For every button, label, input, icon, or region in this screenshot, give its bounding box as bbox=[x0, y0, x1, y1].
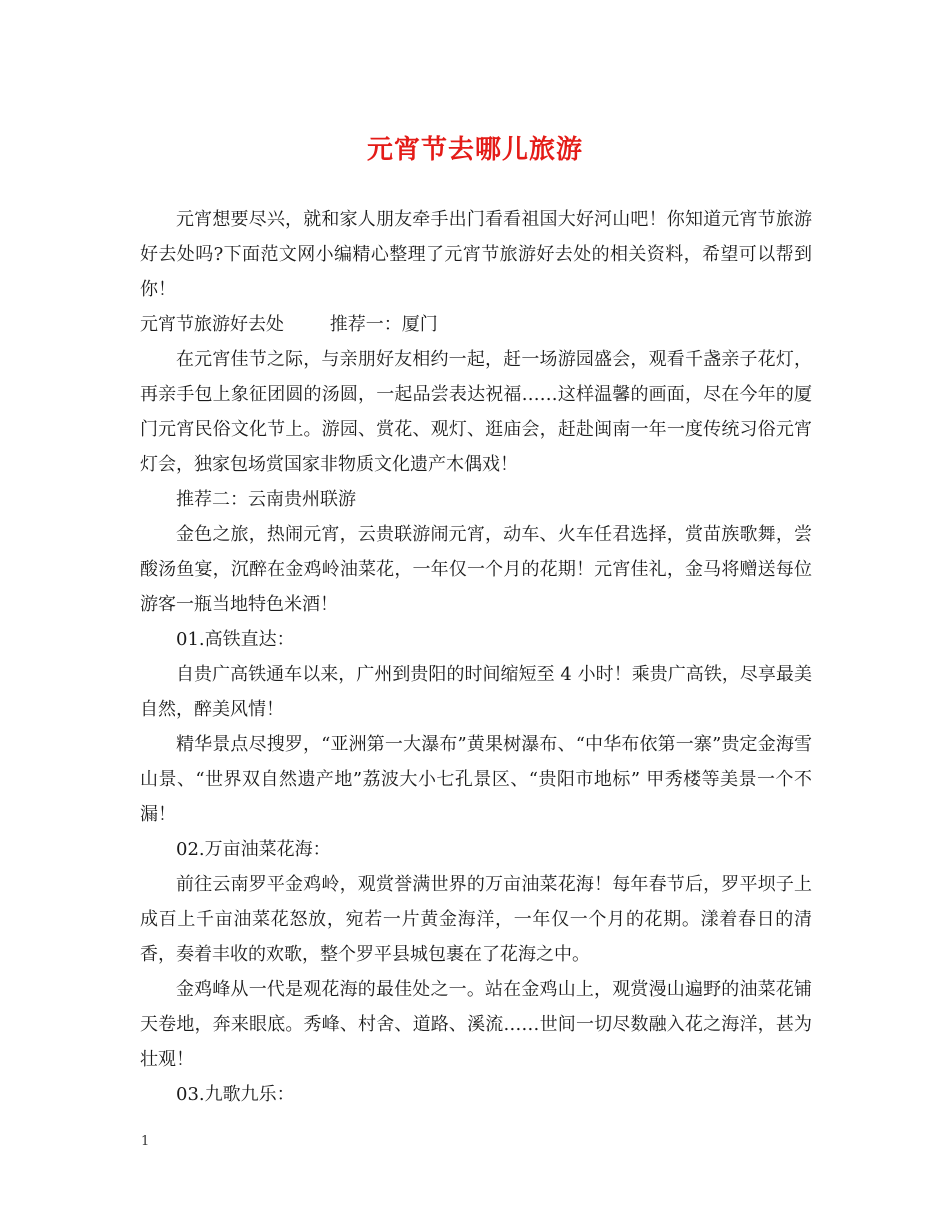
yunnan-guizhou-paragraph: 金色之旅，热闹元宵，云贵联游闹元宵，动车、火车任君选择，赏苗族歌舞，尝酸汤鱼宴，沉醉在金鸡岭油菜花，一年仅一个月的花期！元宵佳礼，金马将赠送每位游客一瓶当地特色米酒！ bbox=[140, 524, 812, 615]
recommend-two-heading: 推荐二：云南贵州联游 bbox=[176, 489, 356, 510]
rapeseed-paragraph: 前往云南罗平金鸡岭，观赏誉满世界的万亩油菜花海！每年春节后，罗平坝子上成百上千亩油菜花怒放，宛若一片黄金海洋，一年仅一个月的花期。漾着春日的清香，奏着丰收的欢歌，整个罗平县城包裹在了花海之中。 bbox=[140, 874, 812, 965]
intro-paragraph: 元宵想要尽兴，就和家人朋友牵手出门看看祖国大好河山吧！你知道元宵节旅游好去处吗?下面范文网小编精心整理了元宵节旅游好去处的相关资料，希望可以帮到你！ bbox=[140, 209, 812, 300]
subheading-02: 02.万亩油菜花海： bbox=[176, 839, 331, 860]
subheading-01: 01.高铁直达： bbox=[176, 629, 295, 650]
document-title: 元宵节去哪儿旅游 bbox=[366, 135, 583, 165]
subheading-03: 03.九歌九乐： bbox=[176, 1084, 295, 1105]
xiamen-paragraph: 在元宵佳节之际，与亲朋好友相约一起，赶一场游园盛会，观看千盏亲子花灯，再亲手包上象征团圆的汤圆，一起品尝表达祝福……这样温馨的画面，尽在今年的厦门元宵民俗文化节上。游园、赏花、观灯、逛庙会，赶赴闽南一年一度传统习俗元宵灯会，独家包场赏国家非物质文化遗产木偶戏！ bbox=[140, 349, 812, 475]
document-body bbox=[140, 202, 812, 1112]
section-heading-row bbox=[140, 307, 812, 342]
page-number: 1 bbox=[141, 1134, 150, 1149]
high-speed-rail-paragraph: 自贵广高铁通车以来，广州到贵阳的时间缩短至 4 小时！乘贵广高铁，尽享最美自然，醉美风情！ bbox=[140, 664, 812, 720]
jinji-peak-paragraph: 金鸡峰从一代是观花海的最佳处之一。站在金鸡山上，观赏漫山遍野的油菜花铺天卷地，奔来眼底。秀峰、村舍、道路、溪流……世间一切尽数融入花之海洋，甚为壮观！ bbox=[140, 979, 812, 1070]
section-heading-label: 元宵节旅游好去处 bbox=[140, 314, 284, 335]
recommend-one-heading: 推荐一：厦门 bbox=[329, 314, 438, 335]
scenic-spots-paragraph: 精华景点尽搜罗，“亚洲第一大瀑布”黄果树瀑布、“中华布依第一寨”贵定金海雪山景、“世界双自然遗产地”荔波大小七孔景区、“贵阳市地标” 甲秀楼等美景一个不漏！ bbox=[140, 734, 812, 825]
